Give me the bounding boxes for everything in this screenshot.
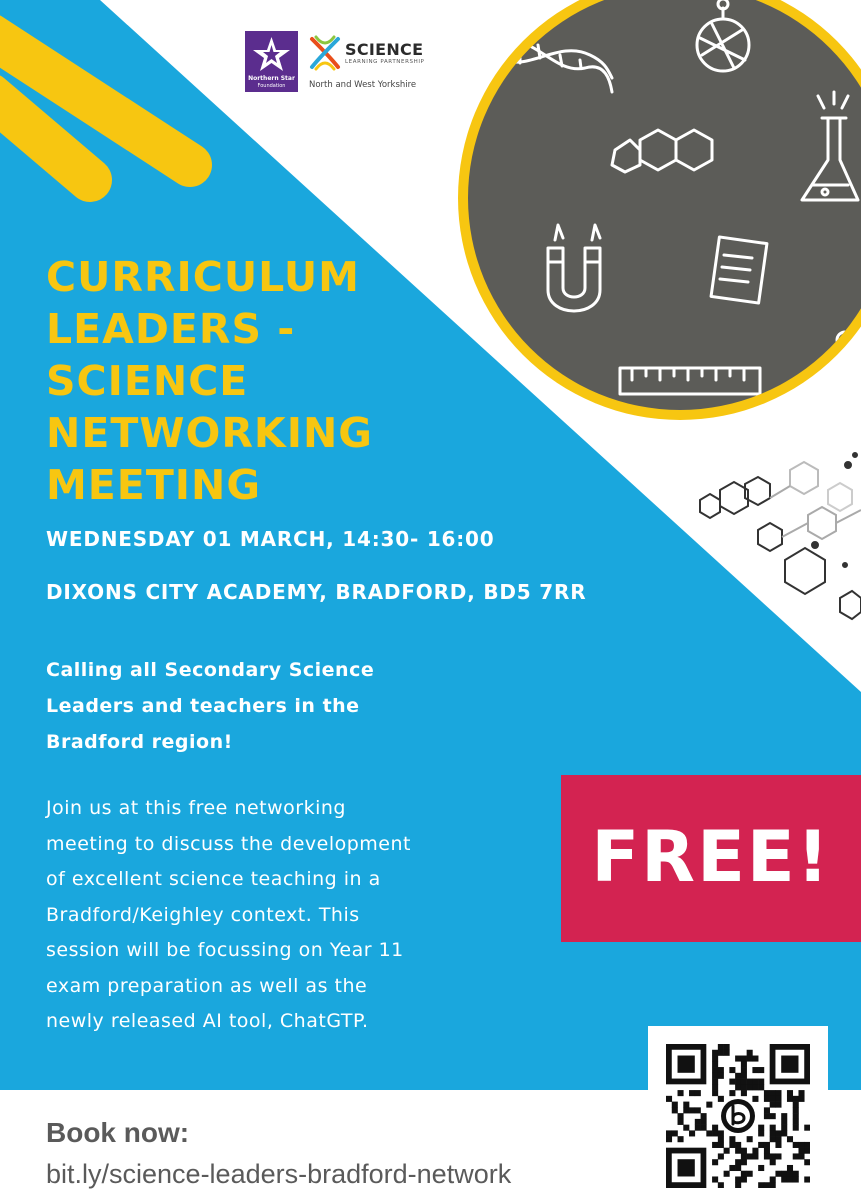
slp-region: North and West Yorkshire <box>309 80 417 90</box>
booking-link[interactable]: bit.ly/science-leaders-bradford-network <box>46 1159 512 1189</box>
event-date-time: WEDNESDAY 01 MARCH, 14:30- 16:00 <box>46 527 495 551</box>
qr-code-icon <box>666 1044 810 1188</box>
calling-line: Calling all Secondary Science <box>46 659 375 681</box>
description-line: meeting to discuss the development <box>46 832 411 855</box>
headline-line: LEADERS - <box>46 305 296 353</box>
calling-text <box>46 652 374 760</box>
slp-cross-icon <box>308 33 342 73</box>
event-venue: DIXONS CITY ACADEMY, BRADFORD, BD5 7RR <box>46 580 587 604</box>
book-now-label: Book now: <box>46 1117 190 1148</box>
slp-title: SCIENCE <box>345 40 424 59</box>
calling-line: Bradford region! <box>46 731 233 753</box>
free-badge-label: FREE! <box>591 816 831 898</box>
description-line: Bradford/Keighley context. This <box>46 903 360 926</box>
northern-star-foundation: Foundation <box>257 83 286 89</box>
qr-code[interactable] <box>648 1026 828 1200</box>
description-line: session will be focussing on Year 11 <box>46 939 404 961</box>
description-line: newly released AI tool, ChatGTP. <box>46 1010 369 1032</box>
description-line: exam preparation as well as the <box>46 974 368 997</box>
headline <box>46 251 373 511</box>
calling-line: Leaders and teachers in the <box>46 695 360 717</box>
headline-line: SCIENCE <box>46 357 249 405</box>
description-line: Join us at this free networking <box>46 797 346 819</box>
description-text <box>46 791 411 1040</box>
star-logo-icon <box>245 31 298 75</box>
headline-line: NETWORKING <box>46 409 373 457</box>
slp-subtitle: LEARNING PARTNERSHIP <box>345 59 425 65</box>
headline-line: CURRICULUM <box>46 253 360 301</box>
description-line: of excellent science teaching in a <box>46 868 381 890</box>
northern-star-name: Northern Star <box>248 75 295 82</box>
headline-line: MEETING <box>46 461 262 509</box>
northern-star-logo <box>245 31 298 92</box>
free-badge <box>561 775 861 942</box>
